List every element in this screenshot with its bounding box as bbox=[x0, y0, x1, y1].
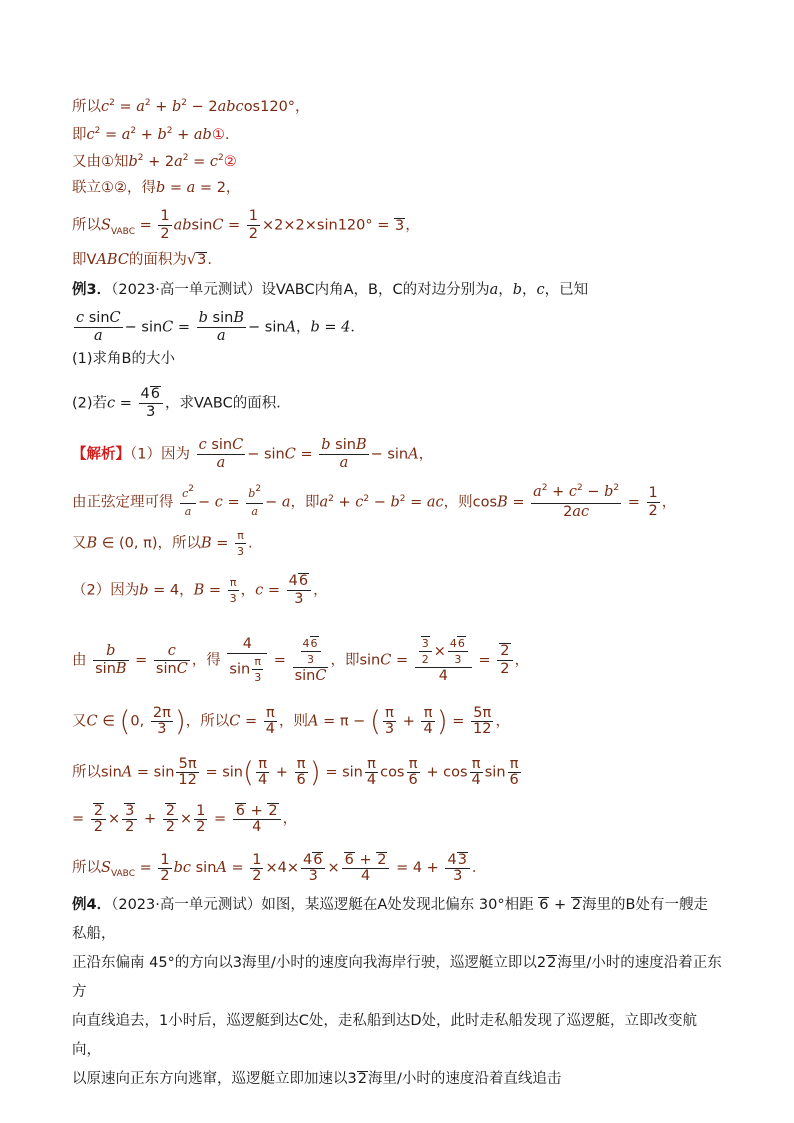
text: ，得 bbox=[191, 652, 221, 669]
solution-line-1: 【解析】（1）因为 $\frac{\text{c sinC}}{a}$ − sinC = $\frac{\text{b sinB}}{a}$ − sinA， bbox=[72, 437, 434, 471]
stem: 设VABC内角A，B，C的对边分别为 bbox=[261, 282, 490, 298]
example-label: 例3 bbox=[72, 282, 97, 298]
example-3-q1 bbox=[72, 349, 175, 369]
solution-line-4: （2）因为b = 4，B = $\frac{\pi}{3}$ ，c = $\frac{46}{3}$ ， bbox=[72, 573, 328, 607]
text: ，所以 bbox=[157, 535, 201, 552]
text: ，即 bbox=[330, 652, 360, 669]
text: ，已知 bbox=[544, 282, 589, 298]
text: 所以 bbox=[72, 860, 101, 876]
source: （2023·高一单元测试） bbox=[111, 897, 262, 913]
line-area: 所以$S_{VABC}$ = $\frac{1}{2}$ absinC = $\frac{1}{2}$ ×2×2×sin120° = 3， bbox=[72, 208, 420, 242]
text: 如图，某巡逻艇在A处发现北偏东 30°相距 bbox=[261, 897, 534, 913]
text: 所以 bbox=[72, 764, 101, 781]
circle-two: ② bbox=[223, 154, 237, 170]
example-4: 例4．（2023·高一单元测试）如图，某巡逻艇在A处发现北偏东 30°相距 6 + 2海里的B处有一艘走私船， 正沿东偏南 45°的方向以3海里/小时的速度向我海岸行驶，巡逻艇立即以22海里/小时的速度沿着正东方 向直线追去，1小时后，巡逻艇到达C处，走私船到达D处，此时走私船发现了巡逻艇，立即改变航向， 以原速向正东方向逃窜，巡逻艇立即加速以32海里/小时的速度沿着直线追击 bbox=[72, 897, 722, 1087]
text: （2）因为 bbox=[72, 582, 140, 599]
text: 又由①知 bbox=[72, 154, 129, 170]
example-3-header: 例3．（2023·高一单元测试）设VABC内角A，B，C的对边分别为a，b，c，已知 bbox=[72, 282, 589, 298]
solution-line-2: 由正弦定理可得 $\frac{c^2}{a}$ − c = $\frac{b^2}{a}$ − a，即$a^2 + c^2 - b^2$ = ac，则cosB = $\frac{a^2 + c^2 - b^2}{2ac}$ = $\frac{1}{2}$ ， bbox=[72, 483, 677, 520]
question-1: (1)求角B的大小 bbox=[72, 351, 175, 367]
solution-line-8: = $\frac{2}{2}$ × $\frac{3}{2}$ + $\frac{2}{2}$ × $\frac{1}{2}$ = $\frac{6 + 2}{4}$ ， bbox=[72, 802, 298, 835]
text: 所以 bbox=[72, 99, 101, 115]
line-solve: 联立①②，得b = a = 2， bbox=[72, 180, 241, 196]
b-given: b = 4 bbox=[310, 319, 351, 336]
solution-tag: 【解析】 bbox=[72, 446, 130, 463]
line-equation-two: 又由①知$b^2 + 2a^2$ = $c^2②$ bbox=[72, 153, 237, 170]
line-cos-law: 所以$c^2 = a^2 + b^2 - 2abcos120^\circ$， bbox=[72, 98, 310, 115]
line-c-squared: 即$c^2 = a^2 + b^2$ + ab①. bbox=[72, 126, 230, 143]
text: 的面积为 bbox=[128, 252, 187, 268]
example-label: 例4 bbox=[72, 897, 97, 913]
solution-line-6: 又C ∈ (0, $\frac{2\pi}{3}$ )，所以C = $\frac{\pi}{4}$ ，则A = π − ( $\frac{\pi}{3}$ + $\frac{\pi}{4}$ ) = $\frac{5\pi}{12}$ ， bbox=[72, 704, 510, 738]
text: 即 bbox=[72, 252, 87, 268]
solution-line-9: 所以$S_{VABC}$ = $\frac{1}{2}$ bc sinA = $\frac{1}{2}$ ×4× $\frac{46}{3}$ × $\frac{6 + 2}{4}$ = 4 + $\frac{43}{3}$ ． bbox=[72, 851, 487, 884]
solution-line-7: 所以sinA = sin $\frac{5\pi}{12}$ = sin( $\frac{\pi}{4}$ + $\frac{\pi}{6}$ ) = sin $\frac{\pi}{4}$ cos $\frac{\pi}{6}$ + cos $\frac{\pi}{4}$ sin $\frac{\pi}{6}$ bbox=[72, 755, 519, 789]
text: 联立①②，得 bbox=[72, 180, 156, 196]
text: 以原速向正东方向逃窜，巡逻艇立即加速以 bbox=[72, 1071, 348, 1087]
text: 由正弦定理可得 bbox=[72, 494, 174, 511]
line-area-result: 即VABC的面积为√3. bbox=[72, 252, 213, 268]
text: 由 bbox=[72, 652, 87, 669]
text: 即 bbox=[72, 127, 87, 143]
text: ，所以 bbox=[185, 713, 230, 730]
solution-line-5: 由 $\frac{b}{\sin B}$ = $\frac{c}{\sin C}$ ，得 4 sin $\frac{\pi}{3}$ = $\frac{\frac{46}{3}}{\sin C}$ ，即sinC = $\frac{3}{2}$ × $\frac{46}{3}$ 4 = $\frac{2}{2}$ ， bbox=[72, 636, 529, 684]
text: 所以 bbox=[72, 217, 101, 234]
text: 向直线追去，1小时后，巡逻艇到达C处，走私船到达D处，此时走私船发现了巡逻艇，立即改变航向， bbox=[72, 1013, 698, 1058]
text: 海里/小时的速度沿着正东方 bbox=[72, 955, 722, 1000]
text: ，则 bbox=[278, 713, 308, 730]
text: 正沿东偏南 45°的方向以3海里/小时的速度向我海岸行驶，巡逻艇立即以 bbox=[72, 955, 537, 971]
example-3-condition: $\frac{\text{c sinC}}{a}$ − sinC = $\frac{\text{b sinB}}{a}$ − sinA，b = 4． bbox=[76, 310, 365, 344]
text: 海里/小时的速度沿着直线追击 bbox=[367, 1071, 562, 1087]
text: （1）因为 bbox=[130, 446, 190, 463]
text: 又 bbox=[72, 713, 87, 730]
text: ，求VABC的面积． bbox=[165, 395, 291, 412]
circle-one: ① bbox=[211, 127, 225, 143]
example-3-q2: (2)若c = $\frac{46}{3}$ ，求VABC的面积． bbox=[72, 386, 291, 420]
source: （2023·高一单元测试） bbox=[111, 282, 262, 298]
text: 海里的B处有一艘走私船， bbox=[72, 897, 708, 942]
text: ，则 bbox=[443, 494, 473, 511]
text: 又 bbox=[72, 535, 87, 552]
text: (2)若 bbox=[72, 395, 108, 412]
solution-line-3: 又B ∈ (0, π)，所以B = $\frac{\pi}{3}$ . bbox=[72, 529, 253, 558]
text: ，即 bbox=[290, 494, 320, 511]
